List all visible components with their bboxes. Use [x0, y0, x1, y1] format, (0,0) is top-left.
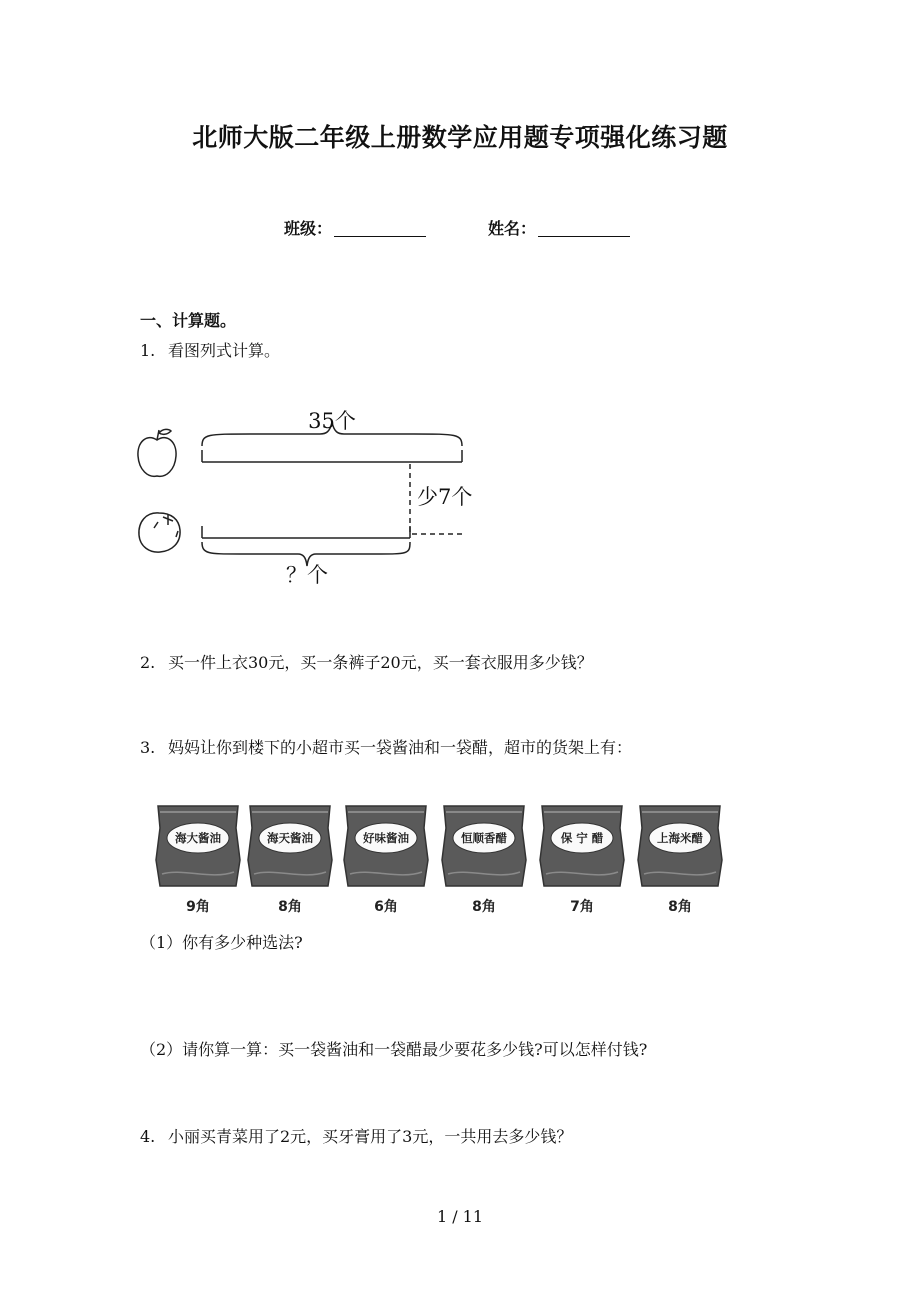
page-title: 北师大版二年级上册数学应用题专项强化练习题 — [192, 123, 728, 152]
question-number: 3. — [140, 738, 156, 757]
product-price: 8角 — [472, 899, 496, 915]
bag-icon — [634, 800, 726, 896]
product-price: 8角 — [668, 899, 692, 915]
sub-question-1: （1）你有多少种选法? — [140, 933, 303, 952]
name-label: 姓名： — [488, 219, 537, 238]
product-price: 9角 — [186, 899, 210, 915]
question-number: 1. — [140, 341, 156, 360]
apple-icon — [138, 429, 176, 476]
question-3 — [140, 735, 632, 758]
difference-label: 少7个 — [417, 485, 473, 509]
product-bag — [438, 800, 530, 918]
question-number: 4. — [140, 1127, 156, 1146]
sub-question-2: （2）请你算一算：买一袋酱油和一袋醋最少要花多少钱?可以怎样付钱? — [140, 1040, 648, 1059]
question-2 — [140, 650, 593, 673]
comparison-diagram — [130, 400, 500, 600]
product-name: 上海米醋 — [657, 831, 703, 845]
bag-icon — [244, 800, 336, 896]
name-blank[interactable] — [538, 220, 630, 237]
product-name: 海大酱油 — [175, 831, 221, 845]
product-name: 好味酱油 — [363, 831, 409, 845]
product-bag — [152, 800, 244, 918]
product-name: 恒顺香醋 — [461, 831, 507, 845]
section-heading: 一、计算题。 — [140, 311, 237, 330]
total-label: 35个 — [308, 409, 356, 433]
question-text: 看图列式计算。 — [168, 341, 281, 360]
product-bag — [244, 800, 336, 918]
class-field — [284, 216, 426, 239]
question-number: 2. — [140, 653, 156, 672]
product-bag — [634, 800, 726, 918]
product-bag — [536, 800, 628, 918]
product-shelf — [140, 800, 716, 918]
class-blank[interactable] — [334, 220, 426, 237]
question-1 — [140, 338, 280, 361]
question-text: 妈妈让你到楼下的小超市买一袋酱油和一袋醋，超市的货架上有： — [168, 738, 633, 757]
product-bag — [340, 800, 432, 918]
product-price: 8角 — [278, 899, 302, 915]
page-number: 1 / 11 — [436, 1207, 484, 1226]
bag-icon — [340, 800, 432, 896]
orange-icon — [139, 513, 180, 552]
class-label: 班级： — [284, 219, 333, 238]
product-name: 海天酱油 — [267, 831, 313, 845]
unknown-label: ？个 — [286, 563, 328, 587]
product-name: 保 宁 醋 — [560, 831, 604, 845]
question-text: 买一件上衣30元，买一条裤子20元，买一套衣服用多少钱？ — [168, 653, 593, 672]
name-field — [488, 216, 630, 239]
bag-icon — [536, 800, 628, 896]
product-price: 6角 — [374, 899, 398, 915]
bag-icon — [152, 800, 244, 896]
question-4 — [140, 1124, 572, 1147]
question-text: 小丽买青菜用了2元，买牙膏用了3元，一共用去多少钱？ — [168, 1127, 573, 1146]
product-price: 7角 — [570, 899, 594, 915]
bag-icon — [438, 800, 530, 896]
